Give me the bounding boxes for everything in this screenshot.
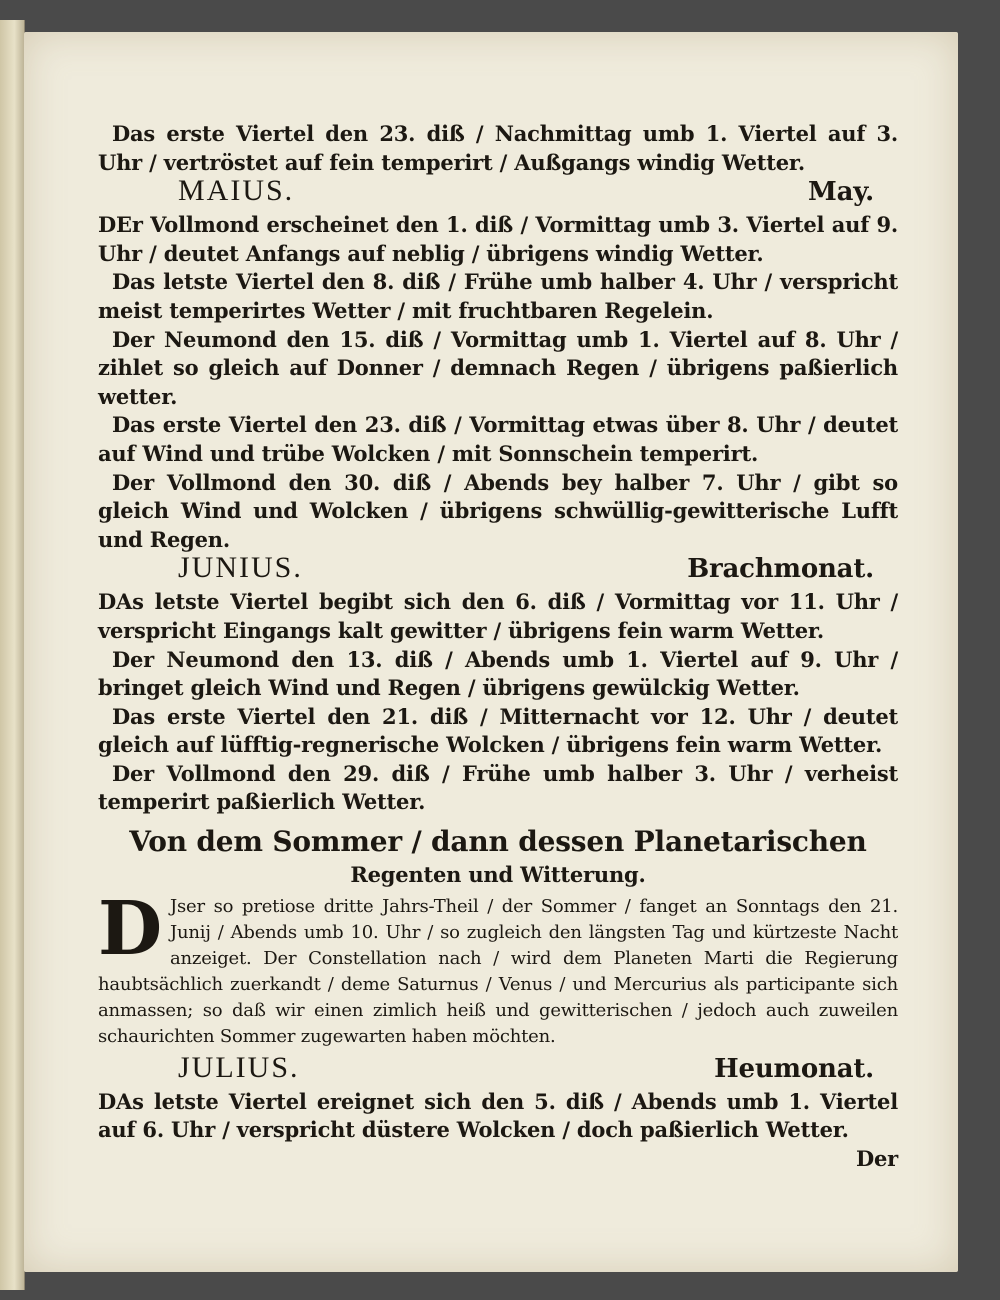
month-latin-julius: JULIUS. xyxy=(178,1050,300,1084)
catchword: Der xyxy=(855,1145,898,1171)
page xyxy=(24,32,958,1272)
month-latin-maius: MAIUS. xyxy=(178,174,295,208)
paragraph-maius-1: DEr Vollmond erscheinet den 1. diß / Vormittag umb 3. Viertel auf 9. Uhr / deutet Anfangs auf neblig / übrigens windig Wetter. xyxy=(98,212,898,266)
month-german-maius: May. xyxy=(807,177,874,208)
month-heading-junius xyxy=(98,551,898,588)
adjacent-page-edge xyxy=(0,20,25,1290)
section-subtitle-sommer: Regenten und Witterung. xyxy=(350,862,646,888)
drop-capital: D xyxy=(98,885,162,972)
month-german-junius: Brachmonat. xyxy=(687,554,874,585)
month-heading-maius xyxy=(98,174,898,211)
paragraph-maius-5: Der Vollmond den 30. diß / Abends bey halber 7. Uhr / gibt so gleich Wind und Wolcken / übrigens schwüllig-gewitterische Lufft und Regen. xyxy=(98,469,898,552)
section-title-sommer: Von dem Sommer / dann dessen Planetarischen xyxy=(129,825,867,859)
sommer-body-text: Jser so pretiose dritte Jahrs-Theil / der Sommer / fanget an Sonntags den 21. Junij / Abends umb 10. Uhr / so zugleich den längsten Tag und kürtzeste Nacht anzeiget. Der Constellation nach / wird dem Planeten Marti die Regierung haubtsächlich zuerkandt / deme Saturnus / Venus / und Mercurius als participante sich anmassen; so daß wir einen zimlich heiß und gewitterischen / jedoch auch zuweilen schaurichten Sommer zugewarten haben möchten. xyxy=(98,895,898,1047)
page-text xyxy=(98,120,898,1173)
paragraph-junius-2: Der Neumond den 13. diß / Abends umb 1. Viertel auf 9. Uhr / bringet gleich Wind und Regen / übrigens gewülckig Wetter. xyxy=(98,646,898,701)
month-heading-julius xyxy=(98,1050,898,1088)
paragraph-junius-4: Der Vollmond den 29. diß / Frühe umb halber 3. Uhr / verheist temperirt paßierlich Wetter. xyxy=(98,760,898,815)
paragraph-sommer xyxy=(98,885,898,1050)
month-latin-junius: JUNIUS. xyxy=(178,551,303,585)
paragraph-julius-1: DAs letste Viertel ereignet sich den 5. diß / Abends umb 1. Viertel auf 6. Uhr / verspricht düstere Wolcken / doch paßierlich Wetter. xyxy=(98,1088,898,1143)
paragraph-maius-4: Das erste Viertel den 23. diß / Vormittag etwas über 8. Uhr / deutet auf Wind und trübe Wolcken / mit Sonnschein temperirt. xyxy=(98,412,898,466)
paragraph-first-quarter-april: Das erste Viertel den 23. diß / Nachmittag umb 1. Viertel auf 3. Uhr / vertröstet auf fein temperirt / Außgangs windig Wetter. xyxy=(98,121,898,175)
paragraph-junius-3: Das erste Viertel den 21. diß / Mitternacht vor 12. Uhr / deutet gleich auf lüfftig-regnerische Wolcken / übrigens fein warm Wetter. xyxy=(98,703,898,758)
paragraph-junius-1: DAs letste Viertel begibt sich den 6. diß / Vormittag vor 11. Uhr / verspricht Eingangs kalt gewitter / übrigens fein warm Wetter. xyxy=(98,589,898,643)
month-german-julius: Heumonat. xyxy=(714,1053,874,1084)
paragraph-maius-2: Das letste Viertel den 8. diß / Frühe umb halber 4. Uhr / verspricht meist temperirtes Wetter / mit fruchtbaren Regelein. xyxy=(98,269,898,323)
paragraph-maius-3: Der Neumond den 15. diß / Vormittag umb 1. Viertel auf 8. Uhr / zihlet so gleich auf Donner / demnach Regen / übrigens paßierlich wetter. xyxy=(98,326,898,409)
